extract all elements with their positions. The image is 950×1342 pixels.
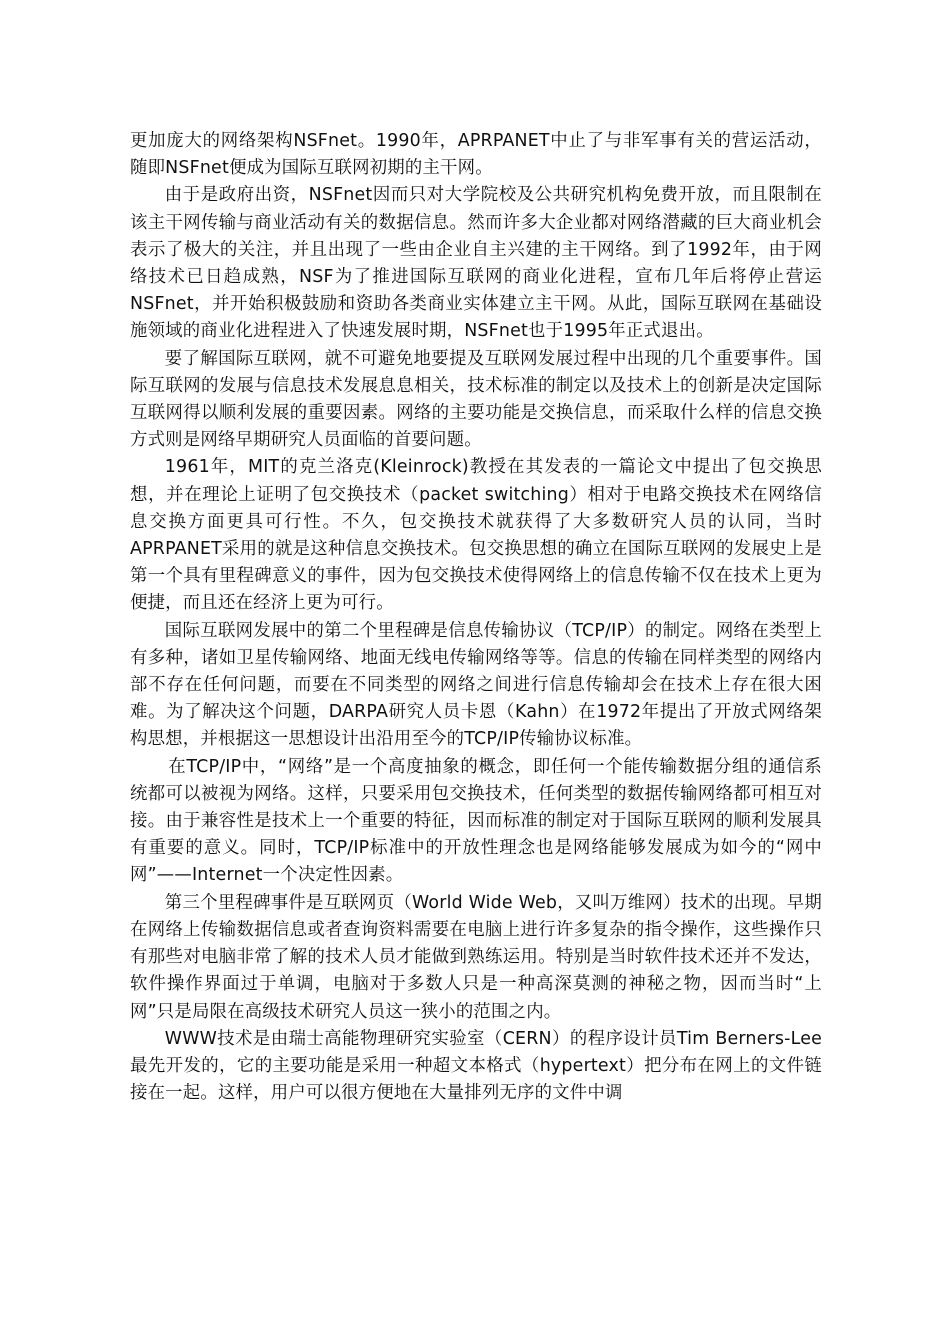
paragraph-www-milestone: 第三个里程碑事件是互联网页（World Wide Web，又叫万维网）技术的出现。早期在网络上传输数据信息或者查询资料需要在电脑上进行许多复杂的指令操作，这些操作只有那些对电脑非常了解的技术人员才能做到熟练运用。特别是当时软件技术还并不发达，软件操作界面过于单调，电脑对于多数人只是一种高深莫测的神秘之物，因而当时“上网”只是局限在高级技术研究人员这一狭小的范围之内。 — [130, 892, 822, 1022]
paragraph-nsfnet-backbone: 更加庞大的网络架构NSFnet。1990年，APRPANET中止了与非军事有关的营运活动，随即NSFnet便成为国际互联网初期的主干网。 — [130, 131, 822, 179]
paragraph-tcp-ip-network-concept: 在TCP/IP中，“网络”是一个高度抽象的概念，即任何一个能传输数据分组的通信系统都可以被视为网络。这样，只要采用包交换技术，任何类型的数据传输网络都可相互对接。由于兼容性是技术上一个重要的特征，因而标准的制定对于国际互联网的顺利发展具有重要的意义。同时，TCP/IP标准中的开放性理念也是网络能够发展成为如今的“网中网”——Internet一个决定性因素。 — [130, 756, 822, 886]
paragraph-packet-switching: 1961年，MIT的克兰洛克(Kleinrock)教授在其发表的一篇论文中提出了包交换思想，并在理论上证明了包交换技术（packet switching）相对于电路交换技术在网络信息交换方面更具可行性。不久，包交换技术就获得了大多数研究人员的认同，当时APRPANET采用的就是这种信息交换技术。包交换思想的确立在国际互联网的发展史上是第一个具有里程碑意义的事件，因为包交换技术使得网络上的信息传输不仅在技术上更为便捷，而且还在经济上更为可行。 — [130, 457, 822, 614]
paragraph-commercialization: 由于是政府出资，NSFnet因而只对大学院校及公共研究机构免费开放，而且限制在该主干网传输与商业活动有关的数据信息。然而许多大企业都对网络潜藏的巨大商业机会表示了极大的关注，并且出现了一些由企业自主兴建的主干网络。到了1992年，由于网络技术已日趋成熟，NSF为了推进国际互联网的商业化进程，宣布几年后将停止营运NSFnet，并开始积极鼓励和资助各类商业实体建立主干网。从此，国际互联网在基础设施领域的商业化进程进入了快速发展时期，NSFnet也于1995年正式退出。 — [130, 185, 822, 342]
paragraph-www-cern: WWW技术是由瑞士高能物理研究实验室（CERN）的程序设计员Tim Berners-Lee最先开发的，它的主要功能是采用一种超文本格式（hypertext）把分布在网上的文件链接在一起。这样，用户可以很方便地在大量排列无序的文件中调 — [130, 1028, 822, 1104]
paragraph-tcp-ip-milestone: 国际互联网发展中的第二个里程碑是信息传输协议（TCP/IP）的制定。网络在类型上有多种，诸如卫星传输网络、地面无线电传输网络等等。信息的传输在同样类型的网络内部不存在任何问题，而要在不同类型的网络之间进行信息传输却会在技术上存在很大困难。为了解决这个问题，DARPA研究人员卡恩（Kahn）在1972年提出了开放式网络架构思想，并根据这一思想设计出沿用至今的TCP/IP传输协议标准。 — [130, 620, 822, 750]
paragraph-key-events-intro: 要了解国际互联网，就不可避免地要提及互联网发展过程中出现的几个重要事件。国际互联网的发展与信息技术发展息息相关，技术标准的制定以及技术上的创新是决定国际互联网得以顺利发展的重要因素。网络的主要功能是交换信息，而采取什么样的信息交换方式则是网络早期研究人员面临的首要问题。 — [130, 348, 822, 451]
document-page — [130, 128, 822, 1107]
